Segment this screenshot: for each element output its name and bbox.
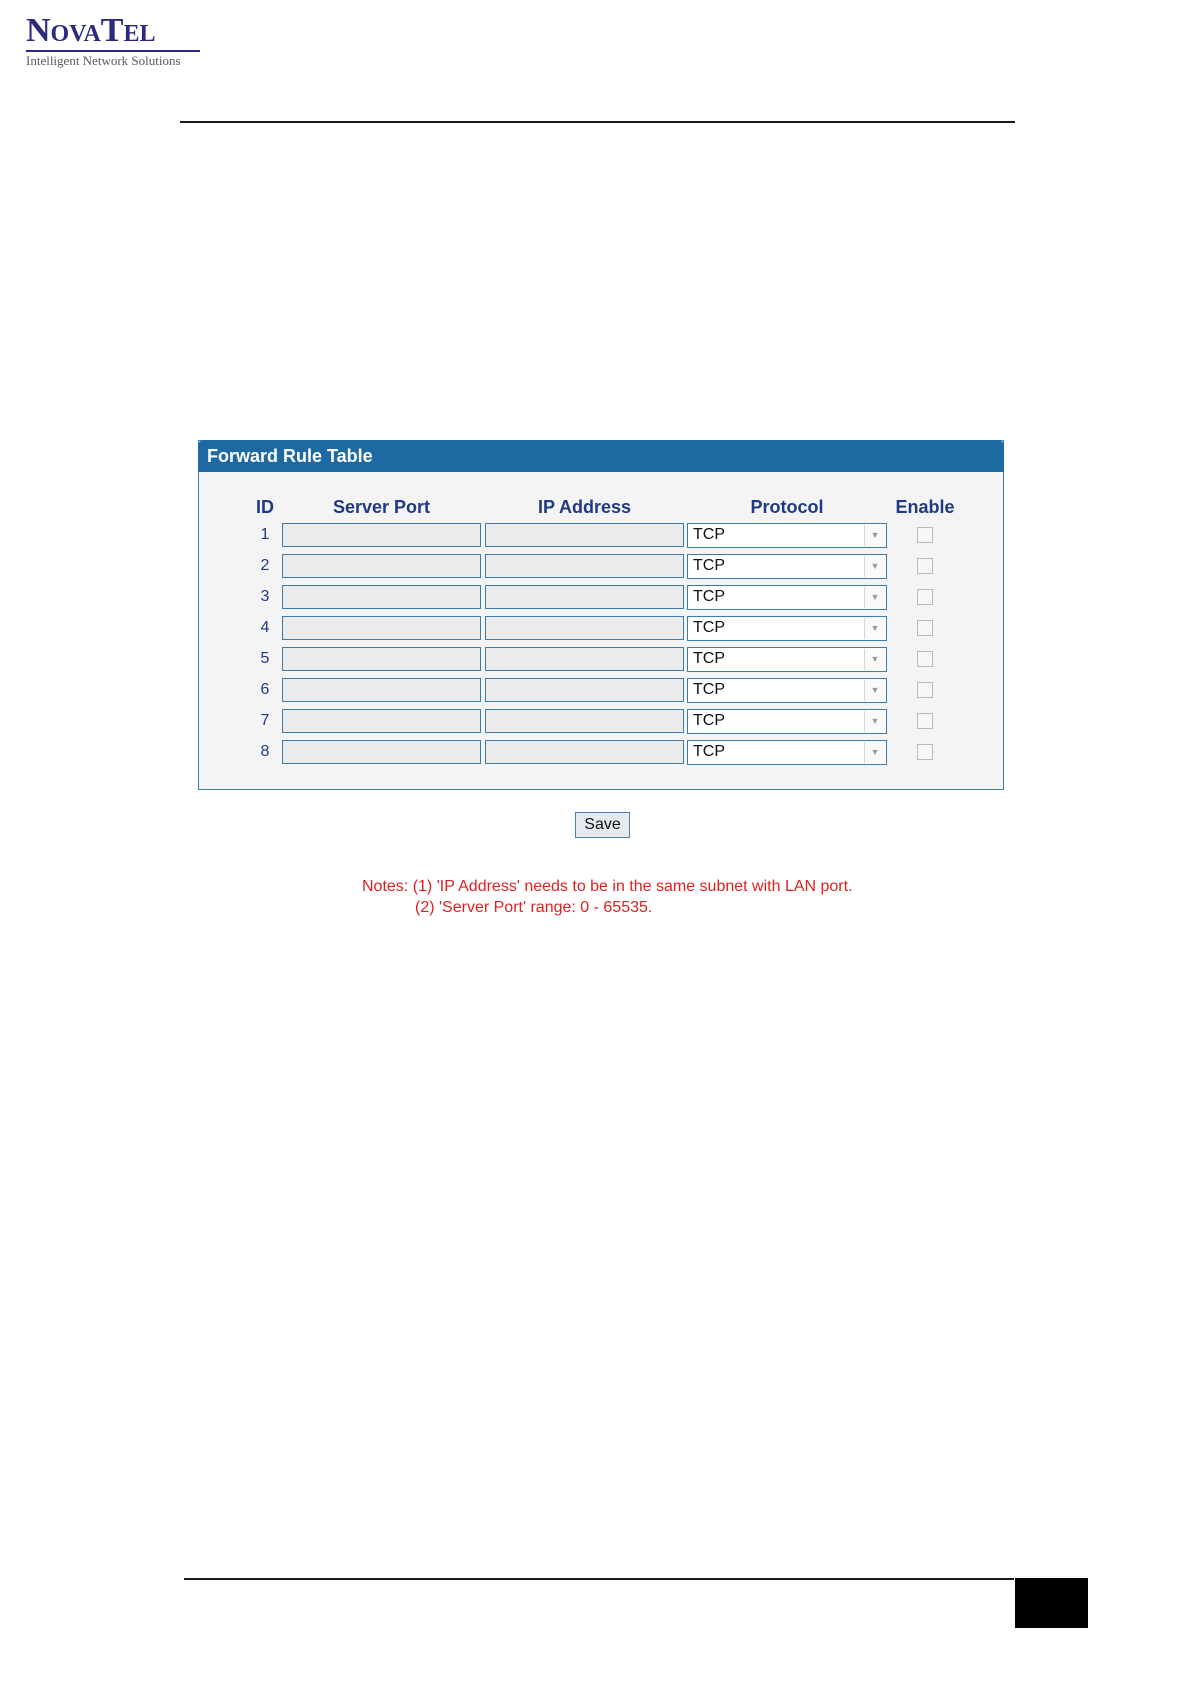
chevron-down-icon[interactable]: ▼ (864, 711, 885, 732)
chevron-down-icon[interactable]: ▼ (864, 742, 885, 763)
server-port-input[interactable] (282, 678, 481, 702)
protocol-select[interactable] (687, 709, 887, 734)
protocol-select[interactable] (687, 554, 887, 579)
ip-address-input[interactable] (485, 709, 684, 733)
server-port-input[interactable] (282, 709, 481, 733)
novatel-logo (26, 14, 206, 69)
logo-underline (26, 50, 200, 52)
column-header-protocol: Protocol (750, 497, 824, 517)
row-id: 4 (260, 619, 270, 636)
ip-address-input[interactable] (485, 647, 684, 671)
table-row (199, 584, 1003, 610)
column-header-ip-address: IP Address (537, 497, 632, 517)
column-header-server-port: Server Port (332, 497, 431, 517)
server-port-input[interactable] (282, 740, 481, 764)
row-id: 5 (260, 650, 270, 667)
ip-address-input[interactable] (485, 523, 684, 547)
ip-address-input[interactable] (485, 678, 684, 702)
protocol-value: TCP (693, 681, 725, 698)
enable-checkbox[interactable] (917, 620, 933, 636)
chevron-down-icon[interactable]: ▼ (864, 587, 885, 608)
chevron-down-icon[interactable]: ▼ (864, 680, 885, 701)
row-id: 3 (260, 588, 270, 605)
protocol-select[interactable] (687, 585, 887, 610)
chevron-down-icon[interactable]: ▼ (864, 525, 885, 546)
protocol-select[interactable] (687, 740, 887, 765)
footer-divider (184, 1578, 1014, 1580)
enable-checkbox[interactable] (917, 527, 933, 543)
protocol-select[interactable] (687, 647, 887, 672)
logo-tagline: Intelligent Network Solutions (26, 53, 181, 68)
table-row (199, 646, 1003, 672)
protocol-select[interactable] (687, 616, 887, 641)
table-row (199, 615, 1003, 641)
server-port-input[interactable] (282, 585, 481, 609)
enable-checkbox[interactable] (917, 713, 933, 729)
notes (362, 876, 853, 918)
panel-title: Forward Rule Table (198, 440, 1004, 472)
protocol-select[interactable] (687, 523, 887, 548)
table-row (199, 553, 1003, 579)
enable-checkbox[interactable] (917, 651, 933, 667)
ip-address-input[interactable] (485, 616, 684, 640)
page-number-box (1015, 1578, 1088, 1628)
header-divider (180, 121, 1015, 123)
protocol-value: TCP (693, 619, 725, 636)
forward-rule-panel (198, 440, 1004, 790)
save-button[interactable]: Save (575, 812, 630, 838)
server-port-input[interactable] (282, 647, 481, 671)
row-id: 1 (260, 526, 270, 543)
chevron-down-icon[interactable]: ▼ (864, 556, 885, 577)
enable-checkbox[interactable] (917, 558, 933, 574)
table-row (199, 677, 1003, 703)
protocol-value: TCP (693, 526, 725, 543)
logo-wordmark: NovaTel (26, 12, 156, 49)
enable-checkbox[interactable] (917, 589, 933, 605)
table-row (199, 522, 1003, 548)
row-id: 6 (260, 681, 270, 698)
chevron-down-icon[interactable]: ▼ (864, 649, 885, 670)
column-header-enable: Enable (895, 497, 955, 517)
chevron-down-icon[interactable]: ▼ (864, 618, 885, 639)
protocol-value: TCP (693, 588, 725, 605)
enable-checkbox[interactable] (917, 682, 933, 698)
server-port-input[interactable] (282, 523, 481, 547)
row-id: 8 (260, 743, 270, 760)
ip-address-input[interactable] (485, 554, 684, 578)
protocol-value: TCP (693, 650, 725, 667)
enable-checkbox[interactable] (917, 744, 933, 760)
row-id: 7 (260, 712, 270, 729)
ip-address-input[interactable] (485, 585, 684, 609)
protocol-value: TCP (693, 743, 725, 760)
protocol-value: TCP (693, 712, 725, 729)
notes-line-2: (2) 'Server Port' range: 0 - 65535. (415, 899, 653, 916)
ip-address-input[interactable] (485, 740, 684, 764)
column-header-id: ID (256, 497, 274, 517)
server-port-input[interactable] (282, 554, 481, 578)
protocol-select[interactable] (687, 678, 887, 703)
protocol-value: TCP (693, 557, 725, 574)
server-port-input[interactable] (282, 616, 481, 640)
row-id: 2 (260, 557, 270, 574)
table-row (199, 708, 1003, 734)
notes-line-1: Notes: (1) 'IP Address' needs to be in the same subnet with LAN port. (362, 878, 853, 895)
table-row (199, 739, 1003, 765)
